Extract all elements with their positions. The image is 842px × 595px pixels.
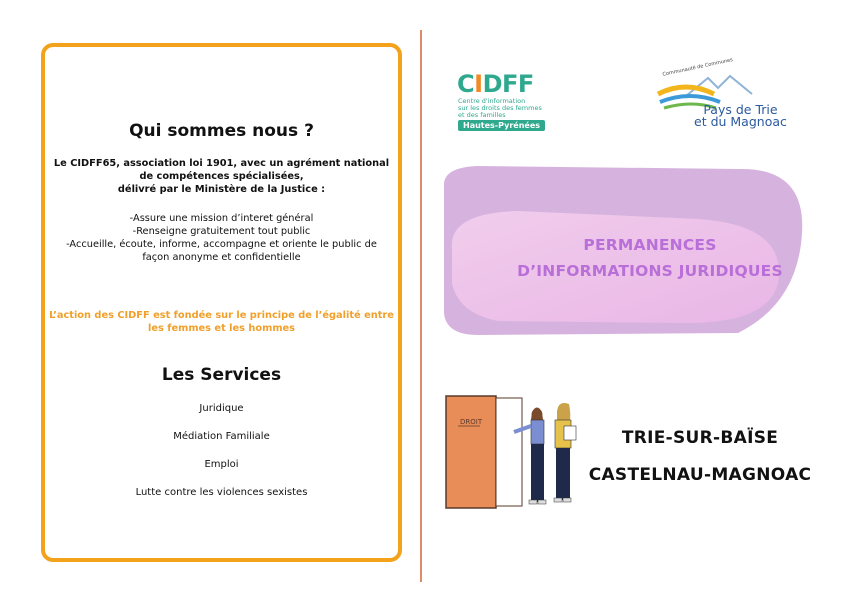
pays-logo — [656, 57, 796, 134]
intro-line: Le CIDFF65, association loi 1901, avec un agrément national — [53, 158, 390, 169]
principle-line: les femmes et les hommes — [147, 323, 296, 334]
door-label: DROIT — [460, 418, 483, 426]
info-panel — [41, 43, 402, 562]
intro-line: de compétences spécialisées, — [139, 171, 304, 182]
pays-name: Pays de Trie et du Magnoac — [694, 102, 787, 129]
principle-text — [45, 309, 398, 335]
page-divider — [420, 30, 422, 582]
banner-line: PERMANENCES — [583, 236, 717, 254]
cidff-tagline: Centre d'information sur les droits des femmes et des familles — [458, 97, 542, 119]
service-item: Lutte contre les violences sexistes — [135, 487, 308, 498]
mission-list — [45, 212, 398, 264]
principle-line: L’action des CIDFF est fondée sur le principe de l’égalité entre — [49, 310, 394, 321]
cidff-wordmark: CIDFF — [457, 70, 534, 98]
banner-title — [470, 232, 830, 284]
about-title: Qui sommes nous ? — [129, 121, 314, 141]
mission-line: façon anonyme et confidentielle — [142, 252, 301, 263]
service-item: Médiation Familiale — [173, 431, 270, 442]
banner-line: D’INFORMATIONS JURIDIQUES — [517, 262, 783, 280]
service-item: Emploi — [204, 459, 239, 470]
door-women-illustration — [440, 390, 590, 515]
cidff-region-badge: Hautes-Pyrénées — [458, 120, 545, 131]
services-title: Les Services — [161, 365, 282, 385]
intro-line: délivré par le Ministère de la Justice : — [117, 184, 326, 195]
mission-line: -Renseigne gratuitement tout public — [132, 226, 311, 237]
town-name: TRIE-SUR-BAÏSE — [621, 428, 779, 448]
intro-text — [45, 157, 398, 196]
town-name: CASTELNAU-MAGNOAC — [588, 465, 812, 485]
cidff-logo — [457, 70, 567, 134]
mission-line: -Assure une mission d’interet général — [129, 213, 314, 224]
pays-small-text: Communauté de Communes — [662, 57, 734, 78]
mission-line: -Accueille, écoute, informe, accompagne et oriente le public de — [66, 239, 377, 250]
service-item: Juridique — [199, 403, 244, 414]
